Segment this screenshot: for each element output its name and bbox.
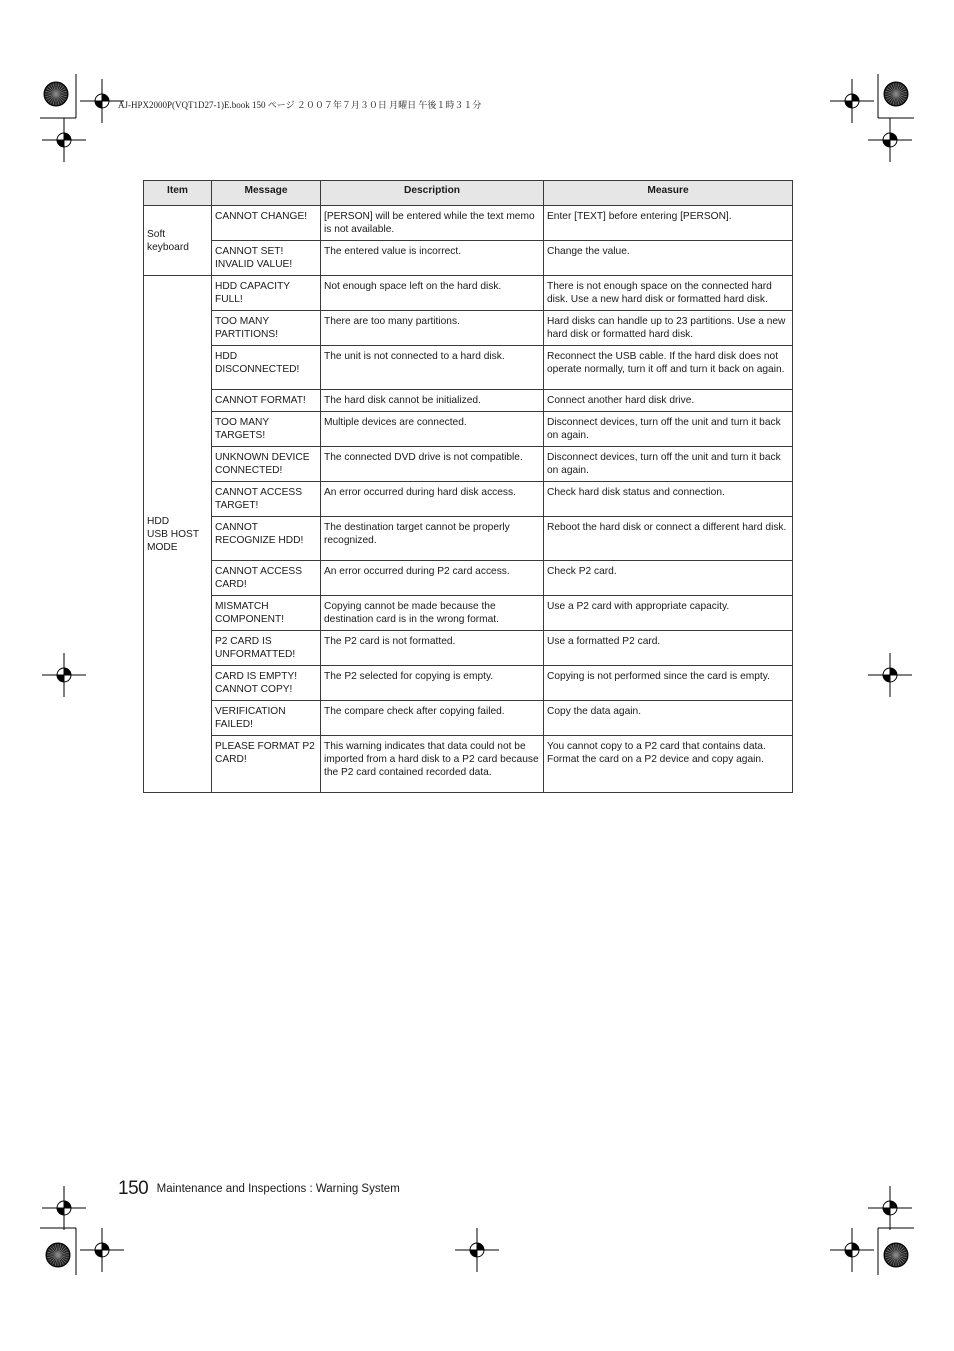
measure-cell: Hard disks can handle up to 23 partitions. Use a new hard disk or formatted hard disk. bbox=[544, 311, 793, 346]
registration-crosshair-icon bbox=[453, 1226, 501, 1274]
measure-cell: Disconnect devices, turn off the unit and turn it back on again. bbox=[544, 447, 793, 482]
column-header-measure: Measure bbox=[544, 181, 793, 206]
message-cell: CANNOT SET! INVALID VALUE! bbox=[212, 241, 321, 276]
message-cell: CANNOT FORMAT! bbox=[212, 390, 321, 412]
message-cell: HDD CAPACITY FULL! bbox=[212, 276, 321, 311]
description-cell: Copying cannot be made because the destination card is in the wrong format. bbox=[321, 596, 544, 631]
registration-crosshair-icon bbox=[78, 1226, 126, 1274]
page-number: 150 bbox=[118, 1178, 149, 1199]
measure-cell: Disconnect devices, turn off the unit and turn it back on again. bbox=[544, 412, 793, 447]
registration-circle-mark-icon bbox=[883, 81, 909, 107]
registration-crosshair-icon bbox=[40, 116, 88, 164]
description-cell: The P2 card is not formatted. bbox=[321, 631, 544, 666]
measure-cell: Use a P2 card with appropriate capacity. bbox=[544, 596, 793, 631]
measure-cell: Use a formatted P2 card. bbox=[544, 631, 793, 666]
registration-circle-mark-icon bbox=[883, 1242, 909, 1268]
message-cell: CARD IS EMPTY! CANNOT COPY! bbox=[212, 666, 321, 701]
message-cell: MISMATCH COMPONENT! bbox=[212, 596, 321, 631]
message-cell: VERIFICATION FAILED! bbox=[212, 701, 321, 736]
column-header-message: Message bbox=[212, 181, 321, 206]
message-cell: CANNOT RECOGNIZE HDD! bbox=[212, 517, 321, 561]
registration-crosshair-icon bbox=[866, 651, 914, 699]
message-cell: CANNOT ACCESS CARD! bbox=[212, 561, 321, 596]
item-cell: Soft keyboard bbox=[144, 206, 212, 276]
description-cell: The unit is not connected to a hard disk. bbox=[321, 346, 544, 390]
description-cell: Multiple devices are connected. bbox=[321, 412, 544, 447]
column-header-item: Item bbox=[144, 181, 212, 206]
description-cell: The P2 selected for copying is empty. bbox=[321, 666, 544, 701]
description-cell: The hard disk cannot be initialized. bbox=[321, 390, 544, 412]
description-cell: Not enough space left on the hard disk. bbox=[321, 276, 544, 311]
measure-cell: Reboot the hard disk or connect a different hard disk. bbox=[544, 517, 793, 561]
message-cell: TOO MANY TARGETS! bbox=[212, 412, 321, 447]
registration-crosshair-icon bbox=[40, 651, 88, 699]
description-cell: An error occurred during hard disk access. bbox=[321, 482, 544, 517]
measure-cell: Check P2 card. bbox=[544, 561, 793, 596]
description-cell: The compare check after copying failed. bbox=[321, 701, 544, 736]
registration-circle-mark-icon bbox=[45, 1242, 71, 1268]
measure-cell: Reconnect the USB cable. If the hard disk does not operate normally, turn it off and turn it back on again. bbox=[544, 346, 793, 390]
measure-cell: You cannot copy to a P2 card that contains data. Format the card on a P2 device and copy again. bbox=[544, 736, 793, 793]
message-cell: P2 CARD IS UNFORMATTED! bbox=[212, 631, 321, 666]
registration-circle-mark-icon bbox=[43, 81, 69, 107]
measure-cell: Check hard disk status and connection. bbox=[544, 482, 793, 517]
measure-cell: Copying is not performed since the card is empty. bbox=[544, 666, 793, 701]
file-header-line: AJ-HPX2000P(VQT1D27-1)E.book 150 ページ ２００７年７月３０日 月曜日 午後１時３１分 bbox=[118, 100, 482, 110]
measure-cell: There is not enough space on the connected hard disk. Use a new hard disk or formatted hard disk. bbox=[544, 276, 793, 311]
item-cell: HDD USB HOST MODE bbox=[144, 276, 212, 793]
measure-cell: Change the value. bbox=[544, 241, 793, 276]
measure-cell: Copy the data again. bbox=[544, 701, 793, 736]
measure-cell: Connect another hard disk drive. bbox=[544, 390, 793, 412]
registration-crosshair-icon bbox=[828, 1226, 876, 1274]
description-cell: [PERSON] will be entered while the text memo is not available. bbox=[321, 206, 544, 241]
message-cell: CANNOT ACCESS TARGET! bbox=[212, 482, 321, 517]
measure-cell: Enter [TEXT] before entering [PERSON]. bbox=[544, 206, 793, 241]
message-cell: HDD DISCONNECTED! bbox=[212, 346, 321, 390]
description-cell: There are too many partitions. bbox=[321, 311, 544, 346]
message-cell: TOO MANY PARTITIONS! bbox=[212, 311, 321, 346]
registration-crosshair-icon bbox=[866, 1184, 914, 1232]
description-cell: The entered value is incorrect. bbox=[321, 241, 544, 276]
message-cell: PLEASE FORMAT P2 CARD! bbox=[212, 736, 321, 793]
column-header-description: Description bbox=[321, 181, 544, 206]
message-cell: UNKNOWN DEVICE CONNECTED! bbox=[212, 447, 321, 482]
section-title: Maintenance and Inspections : Warning System bbox=[156, 1183, 400, 1195]
description-cell: The connected DVD drive is not compatible. bbox=[321, 447, 544, 482]
description-cell: This warning indicates that data could not be imported from a hard disk to a P2 card because the P2 card contained recorded data. bbox=[321, 736, 544, 793]
message-cell: CANNOT CHANGE! bbox=[212, 206, 321, 241]
registration-crosshair-icon bbox=[866, 116, 914, 164]
description-cell: An error occurred during P2 card access. bbox=[321, 561, 544, 596]
description-cell: The destination target cannot be properly recognized. bbox=[321, 517, 544, 561]
registration-crosshair-icon bbox=[40, 1184, 88, 1232]
